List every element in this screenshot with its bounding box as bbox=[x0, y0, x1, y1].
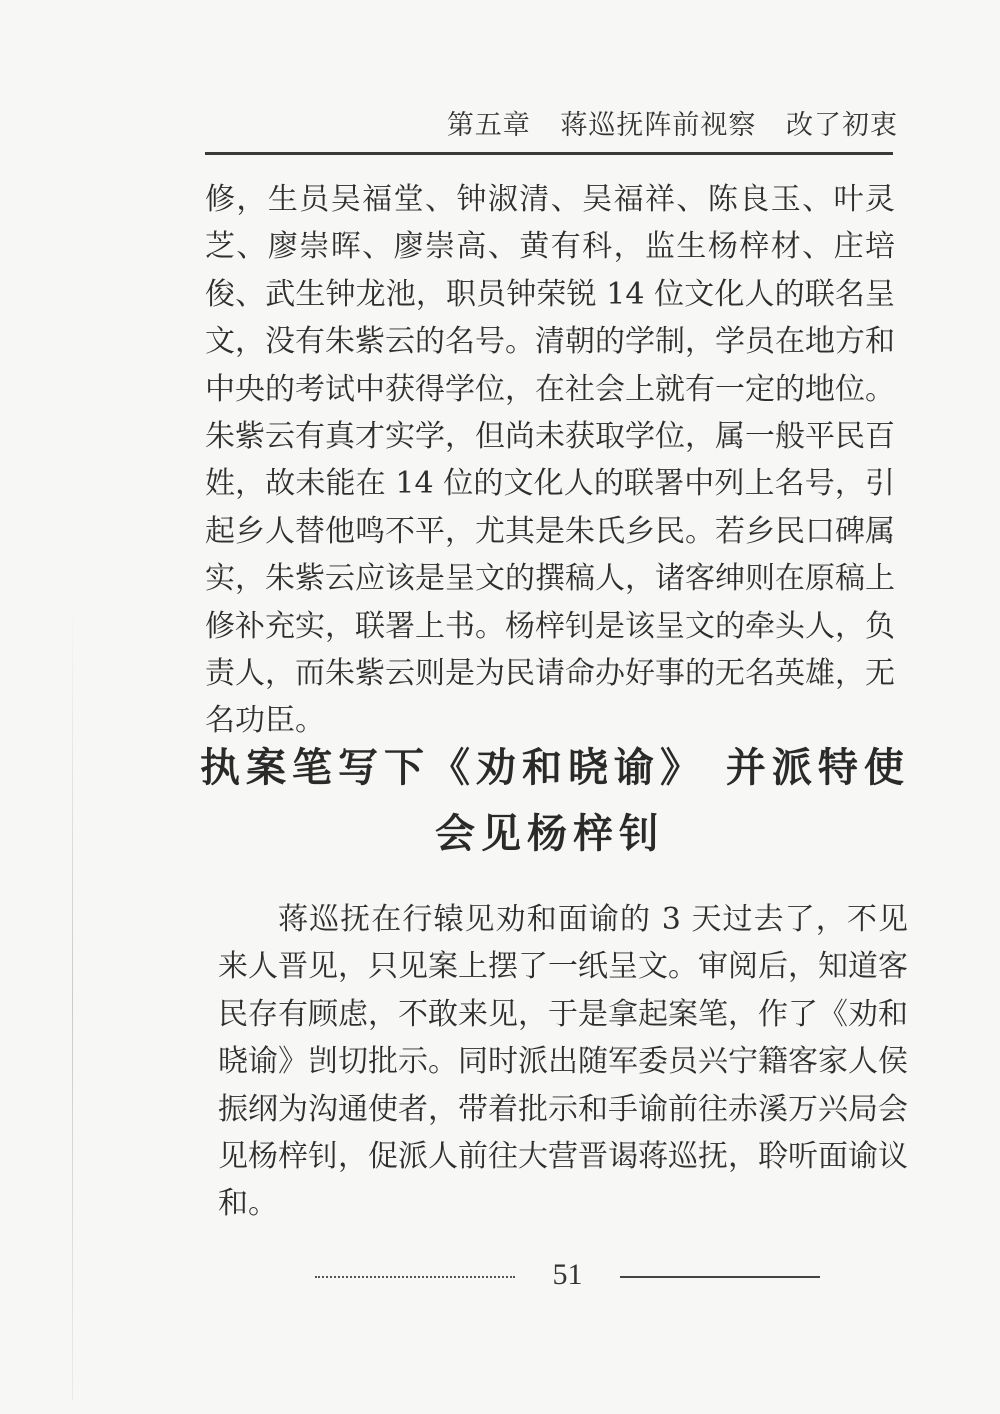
header-rule bbox=[205, 152, 893, 155]
scan-edge-shadow bbox=[72, 600, 73, 1400]
running-head-subtitle: 改了初衷 bbox=[786, 110, 898, 141]
body-paragraph: 修，生员吴福堂、钟淑清、吴福祥、陈良玉、叶灵芝、廖崇晖、廖崇高、黄有科，监生杨梓材、庄培俊、武生钟龙池，职员钟荣锐 14 位文化人的联名呈文，没有朱紫云的名号。清朝的学制，学员在地方和中央的考试中获得学位，在社会上就有一定的地位。朱紫云有真才实学，但尚未获取学位，属一般平民百姓，故未能在 14 位的文化人的联署中列上名号，引起乡人替他鸣不平，尤其是朱氏乡民。若乡民口碑属实，朱紫云应该是呈文的撰稿人，诸客绅则在原稿上修补充实，联署上书。杨梓钊是该呈文的牵头人，负责人，而朱紫云则是为民请命办好事的无名英雄，无名功臣。 bbox=[205, 182, 895, 739]
section-title-line-2: 会见杨梓钊 bbox=[435, 810, 665, 857]
section-paragraph: 蒋巡抚在行辕见劝和面谕的 3 天过去了，不见来人晋见，只见案上摆了一纸呈文。审阅后，知道客民存有顾虑，不敢来见，于是拿起案笔，作了《劝和晓谕》剀切批示。同时派出随军委员兴宁籍客家人侯振纲为沟通使者，带着批示和手谕前往赤溪万兴局会见杨梓钊，促派人前往大营晋谒蒋巡抚，聆听面谕议和。 bbox=[218, 902, 908, 1222]
body-text bbox=[205, 176, 895, 745]
page-number: 51 bbox=[552, 1258, 583, 1291]
section-body-text bbox=[218, 896, 908, 1228]
running-head-chapter: 第五章 bbox=[446, 110, 531, 141]
running-head-title: 蒋巡抚阵前视察 bbox=[560, 110, 757, 141]
running-head bbox=[447, 103, 898, 142]
section-title bbox=[200, 735, 910, 867]
footer-rule-right bbox=[620, 1276, 820, 1278]
section-title-line-1: 执案笔写下《劝和晓谕》 并派特使 bbox=[200, 744, 910, 791]
page-footer bbox=[315, 1256, 820, 1296]
